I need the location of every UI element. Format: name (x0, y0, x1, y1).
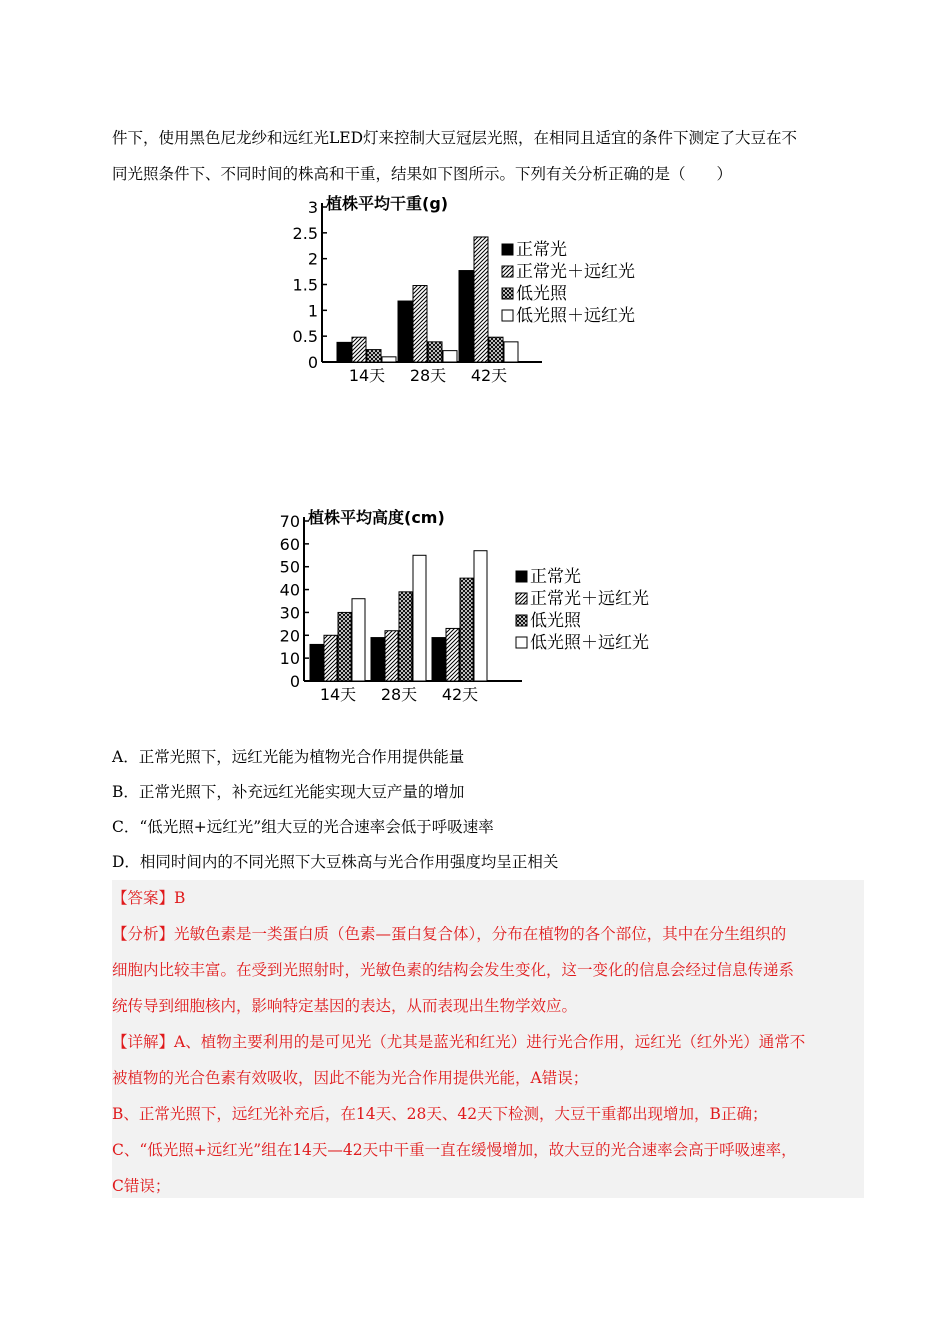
detail-tag: 【详解】 (112, 1033, 175, 1051)
y-tick-label: 0.5 (292, 327, 318, 347)
x-tick-label: 14天 (319, 685, 357, 704)
y-tick-label: 1.5 (292, 275, 318, 295)
bar (443, 351, 457, 362)
y-tick-label: 1 (307, 301, 318, 321)
bar (474, 551, 487, 681)
y-tick-label: 50 (279, 557, 300, 577)
bar (352, 599, 365, 681)
legend-label: 正常光＋远红光 (530, 589, 649, 609)
detail-line-4: C、“低光照+远红光”组在14天—42天中干重一直在缓慢增加，故大豆的光合速率会高于呼吸速率， (112, 1141, 797, 1159)
answer-tag: 【答案】 (112, 889, 175, 907)
chart-title: 植株平均干重(g) (326, 195, 449, 213)
analysis-line-2: 细胞内比较丰富。在受到光照射时，光敏色素的结构会发生变化，这一变化的信息会经过信息传递系 (112, 961, 795, 979)
option-d[interactable]: D．相同时间内的不同光照下大豆株高与光合作用强度均呈正相关 (112, 853, 559, 871)
x-tick-label: 42天 (441, 685, 479, 704)
x-tick-label: 42天 (470, 366, 508, 385)
bar (385, 631, 398, 681)
legend-label: 低光照＋远红光 (530, 633, 649, 653)
answer-value: B (174, 889, 186, 907)
answer-box (112, 880, 864, 1198)
option-a[interactable]: A．正常光照下，远红光能为植物光合作用提供能量 (112, 748, 465, 766)
bar (310, 644, 323, 681)
bar (337, 342, 351, 362)
bar (460, 578, 473, 681)
legend-swatch (516, 571, 527, 582)
bar (413, 286, 427, 362)
bar (428, 342, 442, 362)
analysis-line-1: 【分析】光敏色素是一类蛋白质（色素—蛋白复合体），分布在植物的各个部位，其中在分生组织的 (112, 925, 787, 943)
bar (459, 271, 473, 362)
x-tick-label: 28天 (380, 685, 418, 704)
bar (398, 301, 412, 362)
legend-label: 正常光 (516, 240, 567, 260)
y-tick-label: 0 (289, 672, 300, 691)
bar (489, 337, 503, 362)
y-tick-label: 0 (307, 353, 318, 372)
chart-title: 植株平均高度(cm) (308, 508, 445, 527)
bar (324, 635, 337, 681)
x-tick-label: 28天 (409, 366, 447, 385)
legend-swatch (502, 288, 513, 299)
dry-weight-chart (280, 195, 700, 390)
y-tick-label: 10 (279, 649, 300, 669)
legend-swatch (516, 637, 527, 648)
question-stem (112, 120, 862, 192)
legend-swatch (516, 593, 527, 604)
bar (474, 237, 488, 362)
option-b[interactable]: B．正常光照下，补充远红光能实现大豆产量的增加 (112, 783, 465, 801)
y-tick-label: 3 (307, 198, 318, 217)
bar (371, 638, 384, 681)
y-tick-label: 60 (279, 534, 300, 554)
y-tick-label: 30 (279, 603, 300, 623)
legend-label: 正常光＋远红光 (516, 262, 635, 282)
x-tick-label: 14天 (348, 366, 386, 385)
bar (367, 350, 381, 362)
legend-swatch (502, 310, 513, 321)
legend-swatch (502, 266, 513, 277)
y-tick-label: 2.5 (292, 223, 318, 243)
analysis-line-3: 统传导到细胞核内，影响特定基因的表达，从而表现出生物学效应。 (112, 997, 578, 1015)
bar (338, 612, 351, 681)
detail-line-3: B、正常光照下，远红光补充后，在14天、28天、42天下检测，大豆干重都出现增加，B正确； (112, 1105, 768, 1123)
question-line-1: 件下，使用黑色尼龙纱和远红光LED灯来控制大豆冠层光照，在相同且适宜的条件下测定了大豆在不 (112, 129, 798, 147)
y-tick-label: 20 (279, 626, 300, 646)
legend-label: 正常光 (530, 567, 581, 587)
bar (432, 638, 445, 681)
bar (413, 555, 426, 681)
y-tick-label: 40 (279, 580, 300, 600)
analysis-tag: 【分析】 (112, 925, 175, 943)
detail-line-5: C错误； (112, 1177, 171, 1195)
legend-label: 低光照＋远红光 (516, 306, 635, 326)
y-tick-label: 2 (307, 249, 318, 269)
option-c[interactable]: C．“低光照+远红光”组大豆的光合速率会低于呼吸速率 (112, 818, 494, 836)
bar (399, 592, 412, 681)
bar (446, 628, 459, 681)
legend-swatch (502, 244, 513, 255)
plant-height-chart (270, 505, 710, 710)
answer-line (112, 880, 864, 916)
bar (352, 337, 366, 362)
detail-line-2: 被植物的光合色素有效吸收，因此不能为光合作用提供光能，A错误； (112, 1069, 589, 1087)
detail-line-1: 【详解】A、植物主要利用的是可见光（尤其是蓝光和红光）进行光合作用，远红光（红外光）通常不 (112, 1033, 806, 1051)
options-list (112, 740, 862, 880)
bar (382, 357, 396, 362)
y-tick-label: 70 (279, 512, 300, 531)
bar (504, 342, 518, 362)
legend-label: 低光照 (530, 611, 581, 631)
question-line-2: 同光照条件下、不同时间的株高和干重，结果如下图所示。下列有关分析正确的是（ ） (112, 165, 733, 183)
legend-label: 低光照 (516, 284, 567, 304)
legend-swatch (516, 615, 527, 626)
